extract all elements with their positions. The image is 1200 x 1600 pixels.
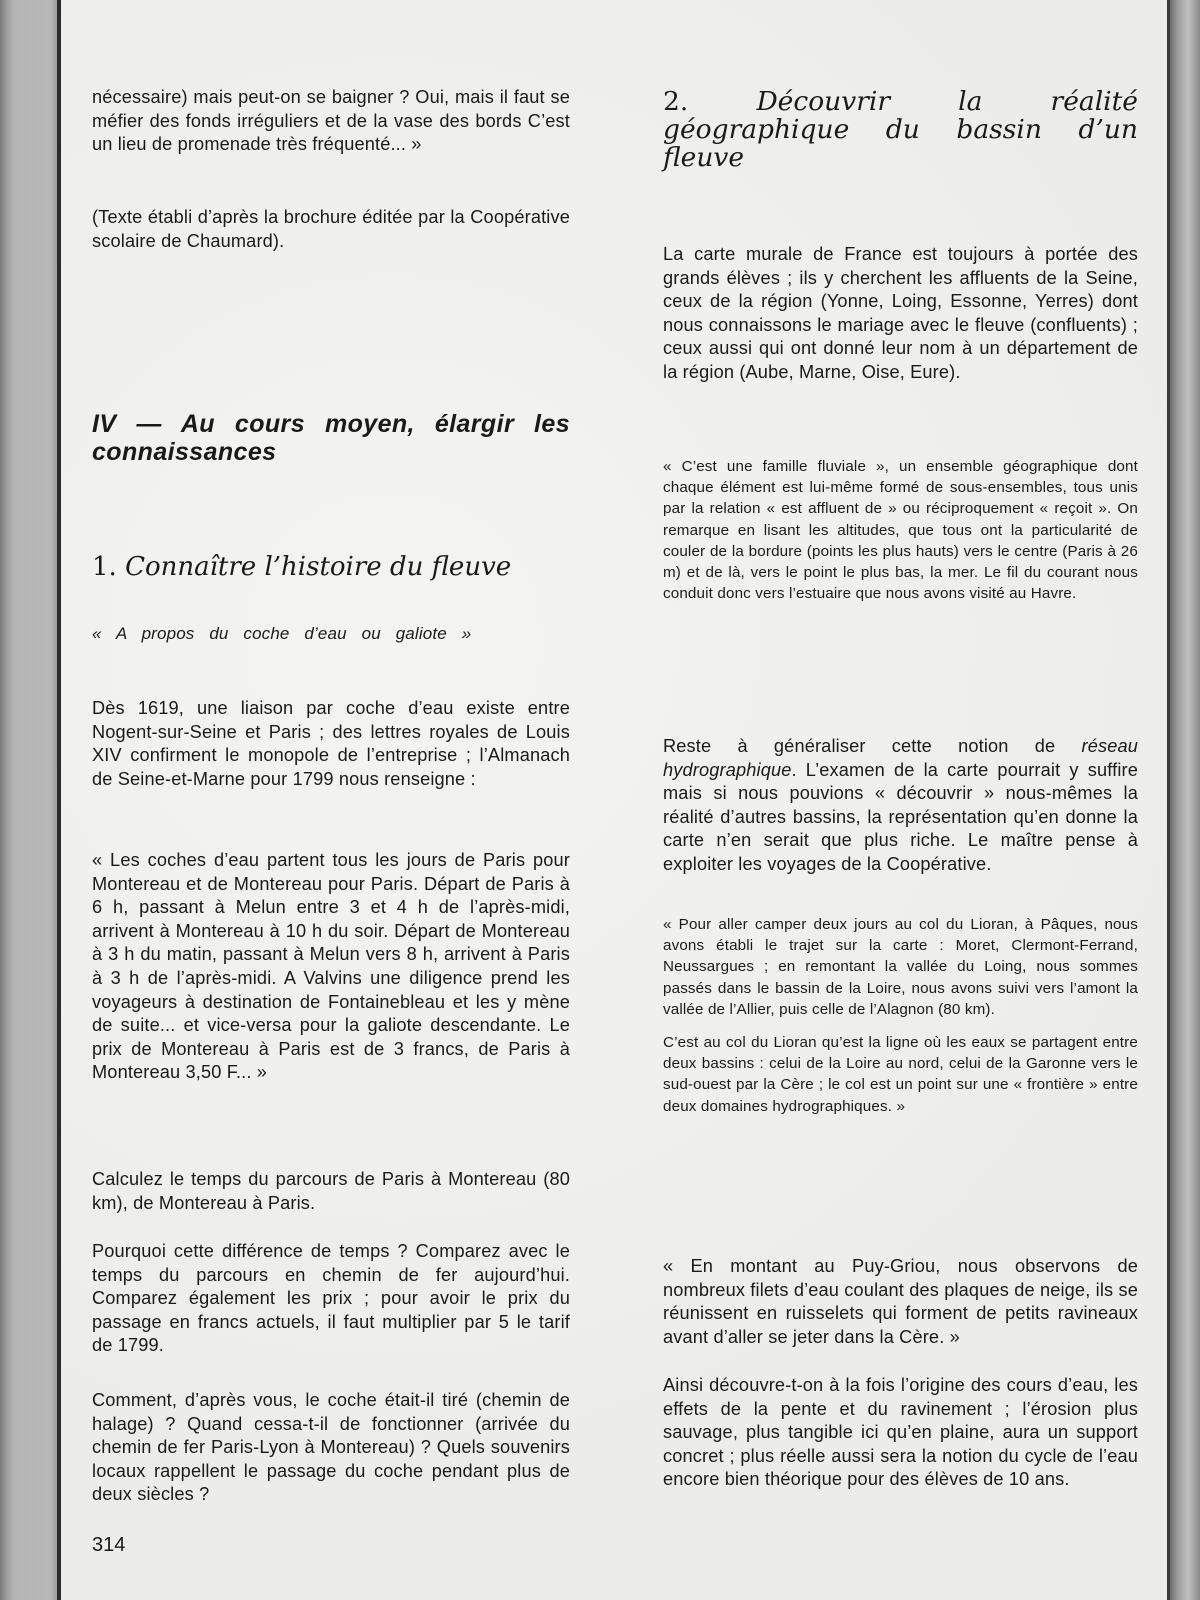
scan-binding-edge-right: [1170, 0, 1200, 1600]
subsection-number: 1.: [92, 552, 117, 582]
subsection-heading-2: [663, 88, 1138, 172]
paragraph: La carte murale de France est toujours à portée des grands élèves ; ils y cherchent les affluents de la Seine, ceux de la région (Yonne, Loing, Essonne, Yerres) dont nous connaissons le mariage avec le fleuve (confluents) ; ceux aussi qui ont donné leur nom à un département de la région (Aube, Marne, Oise, Eure).: [663, 244, 1138, 382]
scan-binding-edge-left: [0, 0, 58, 1600]
text: . L’examen de la carte pourrait y suffire mais si nous pouvions « découvrir » nous-mêmes la réalité d’autres bassins, la représentation qu’en donne la carte n’en serait que plus riche. Le maître pense à exploiter les voyages de la Coopérative.: [663, 759, 1138, 874]
paragraph-quote-almanach: « Les coches d’eau partent tous les jours de Paris pour Montereau et de Montereau pour Paris. Départ de Paris à 6 h, passant à Melun entre 3 et 4 h de l’après-midi, arrivent à Montereau à 10 h du soir. Départ de Montereau à 3 h du matin, passant à Melun vers 8 h, arrivent à Paris à 3 h de l’après-midi. A Valvins une diligence prend les voyageurs à destination de Fontainebleau et les y mène de suite... et vice-versa pour la galiote descendante. Le prix de Montereau à Paris est de 3 francs, de Paris à Montereau 3,50 F... »: [92, 850, 570, 1083]
paragraph-puy-griou: « En montant au Puy-Griou, nous observons de nombreux filets d’eau coulant des plaques de neige, ils se réunissent en ruisselets qui forment de petits ravineaux avant d’aller se jeter dans la Cère. »: [663, 1256, 1138, 1347]
paragraph-reseau: [663, 735, 1138, 877]
subsection-title: Connaître l’histoire du fleuve: [125, 552, 512, 582]
paragraph: Dès 1619, une liaison par coche d’eau existe entre Nogent-sur-Seine et Paris ; des lettres royales de Louis XIV confirment le monopole de l’entreprise ; l’Almanach de Seine-et-Marne pour 1799 nous renseigne :: [92, 698, 570, 789]
paragraph-famille-fluviale: « C’est une famille fluviale », un ensemble géographique dont chaque élément est lui-même formé de sous-ensembles, tous unis par la relation « est affluent de » ou réciproquement « reçoit ». On remarque en lisant les altitudes, que tous ont la particularité de couler de la bordure (points les plus hauts) vers le centre (Paris à 26 m) et de là, vers le point le plus bas, la mer. Le fil du courant nous conduit donc vers l’estuaire que nous avons visité au Havre.: [663, 458, 1138, 603]
subsection-number: 2.: [663, 86, 689, 117]
subsection-heading-1: [92, 553, 570, 581]
paragraph-col-lioran: C’est au col du Lioran qu’est la ligne où les eaux se partagent entre deux bassins : celui de la Loire au nord, celui de la Garonne vers le sud-ouest par la Cère ; le col est un point sur une « frontière » entre deux domaines hydrographiques. »: [663, 1034, 1138, 1115]
paragraph: Pourquoi cette différence de temps ? Comparez avec le temps du parcours en chemin de fer aujourd’hui. Comparez également les prix ; pour avoir le prix du passage en francs actuels, il faut multiplier par 5 le tarif de 1799.: [92, 1241, 570, 1356]
intro-quote-end: nécessaire) mais peut-on se baigner ? Oui, mais il faut se méfier des fonds irréguliers et de la vase des bords C’est un lieu de promenade très fréquenté... »: [92, 87, 570, 155]
emphasis-term: réseau hydrographique: [663, 736, 1138, 780]
subtitle-quote: « A propos du coche d’eau ou galiote »: [92, 624, 472, 643]
subsection-title: Découvrir la réalité géographique du bassin d’un fleuve: [663, 86, 1138, 173]
paragraph-conclusion: Ainsi découvre-t-on à la fois l’origine des cours d’eau, les effets de la pente et du ravinement ; l’érosion plus sauvage, plus tangible ici qu’en plaine, aura un support concret ; plus réelle aussi sera la notion du cycle de l’eau encore bien théorique pour des élèves de 10 ans.: [663, 1375, 1138, 1490]
paragraph: Calculez le temps du parcours de Paris à Montereau (80 km), de Montereau à Paris.: [92, 1169, 570, 1213]
page-number: 314: [92, 1534, 126, 1556]
source-note: (Texte établi d’après la brochure éditée par la Coopérative scolaire de Chaumard).: [92, 207, 570, 251]
text: Reste à généraliser cette notion de: [663, 736, 1082, 756]
paragraph: Comment, d’après vous, le coche était-il tiré (chemin de halage) ? Quand cessa-t-il de fonctionner (arrivée du chemin de fer Paris-Lyon à Montereau) ? Quels souvenirs locaux rappellent le passage du coche pendant plus de deux siècles ?: [92, 1390, 570, 1505]
paragraph-lioran-quote: « Pour aller camper deux jours au col du Lioran, à Pâques, nous avons établi le trajet sur la carte : Moret, Clermont-Ferrand, Neussargues ; en remontant la vallée du Loing, nous sommes passés dans le bassin de la Loire, nous avons suivi vers l’amont la vallée de l’Allier, puis celle de l’Alagnon (80 km).: [663, 916, 1138, 1018]
section-heading: IV — Au cours moyen, élargir les connaissances: [92, 410, 570, 466]
